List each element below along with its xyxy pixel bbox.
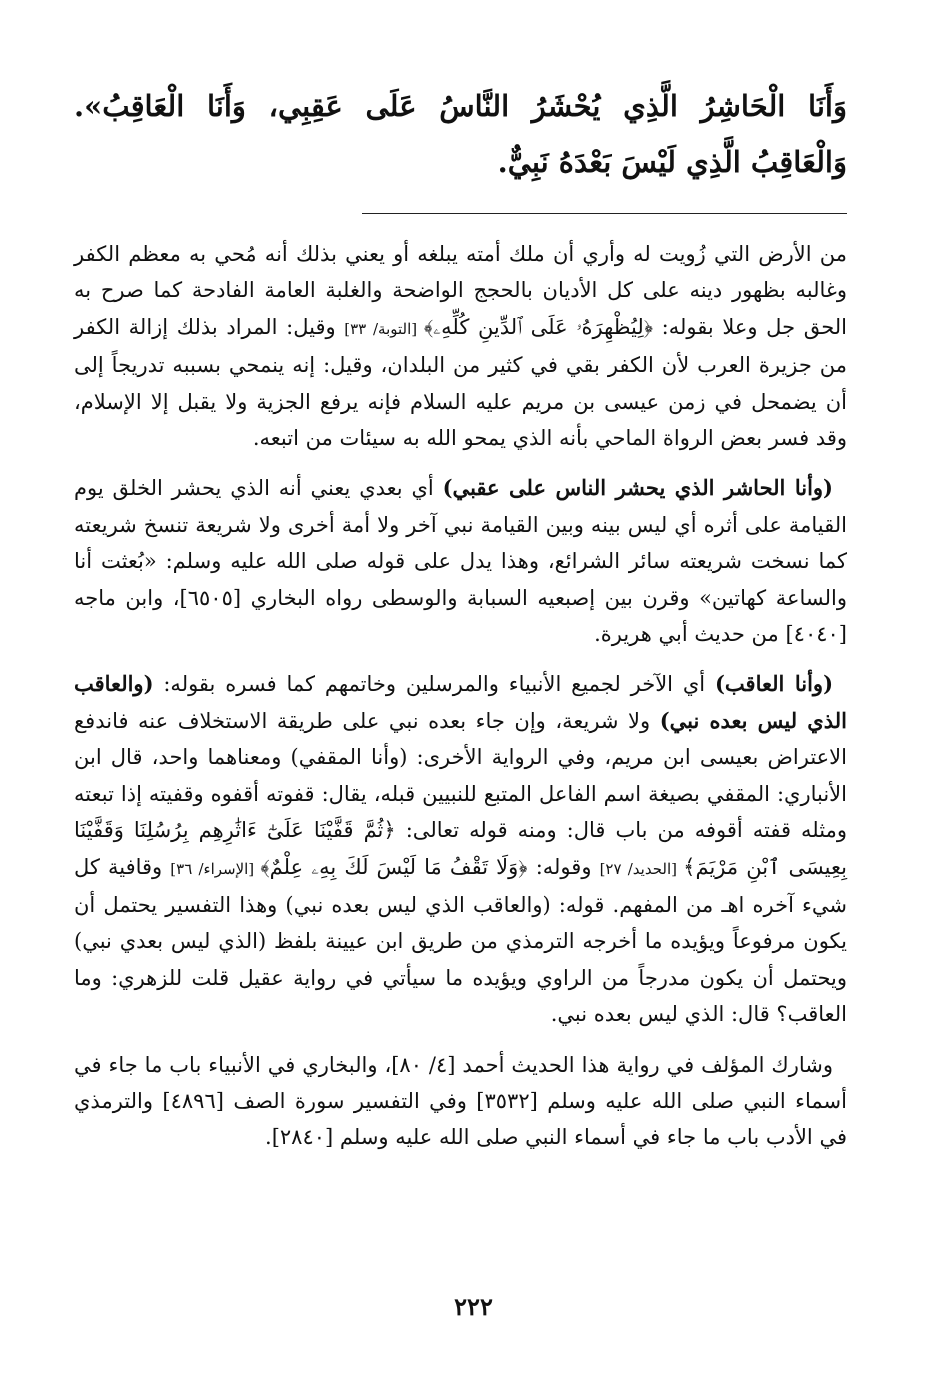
page-number: ٢٢٢ — [454, 1292, 493, 1321]
quran-reference: [الحديد/ ٢٧] — [599, 859, 684, 878]
hadith-sentence-2: وَالْعَاقِبُ الَّذِي لَيْسَ بَعْدَهُ نَبِيٌّ. — [497, 145, 847, 179]
quran-verse: ﴿لِيُظْهِرَهُۥ عَلَى ٱلدِّينِ كُلِّهِۦ﴾ — [423, 314, 654, 339]
hadith-quote: (والعاقب الذي ليس بعده نبي) — [74, 671, 847, 733]
footnote-divider — [362, 213, 847, 214]
quran-reference: [الإسراء/ ٣٦] — [170, 859, 261, 878]
commentary-paragraph-4: وشارك المؤلف في رواية هذا الحديث أحمد [٤/ ٨٠]، والبخاري في الأنبياء باب ما جاء في أسماء النبي صلى الله عليه وسلم [٣٥٣٢] وفي التفسير سورة الصف [٤٨٩٦] والترمذي في الأدب باب ما جاء في أسماء النبي صلى الله عليه وسلم [٢٨٤٠]. — [74, 1052, 847, 1150]
quran-reference: [التوبة/ ٣٣] — [344, 319, 424, 338]
hadith-quote: (وأنا الحاشر الذي يحشر الناس على عقبي) — [442, 475, 833, 501]
commentary-paragraph-1: من الأرض التي زُويت له وأري أن ملك أمته يبلغه أو يعني بذلك أنه مُحي به معظم الكفر وغالبه بظهور دينه على كل الأديان بالحجج الواضحة والغلبة العامة الفادحة كما صرح به الحق جل وعلا بقوله: ﴿لِيُظْهِرَهُۥ عَلَى ٱلدِّينِ كُلِّهِۦ﴾ [التوبة/ ٣٣] وقيل: المراد بذلك إزالة الكفر من جزيرة العرب لأن الكفر بقي في كثير من البلدان، وقيل: إنه ينمحي بسببه تدريجاً إلى أن يضمحل في زمن عيسى بن مريم عليه السلام فإنه يرفع الجزية ولا يقبل إلا الإسلام، وقد فسر بعض الرواة الماحي بأنه الذي يمحو الله به سيئات من اتبعه. — [74, 242, 847, 451]
commentary-section — [74, 236, 847, 1170]
hadith-sentence-1: وَأَنَا الْحَاشِرُ الَّذِي يُحْشَرُ النَّاسُ عَلَى عَقِبِي، وَأَنَا الْعَاقِبُ». — [74, 89, 847, 123]
commentary-paragraph-3: (وأنا العاقب) أي الآخر لجميع الأنبياء والمرسلين وخاتمهم كما فسره بقوله: (والعاقب الذي ليس بعده نبي) ولا شريعة، وإن جاء بعده نبي على طريقة الاستخلاف عنه فاندفع الاعتراض بعيسى ابن مريم، وفي الرواية الأخرى: (وأنا المقفي) ومعناهما واحد، قال ابن الأنباري: المقفي بصيغة اسم الفاعل المتبع للنبيين قبله، يقال: قفوته أقفوه وقفيته إذا تبعته ومثله قفته أقوفه من باب قال: ومنه قوله تعالى: ﴿ثُمَّ قَفَّيْنَا عَلَىٰٓ ءَاثَٰرِهِم بِرُسُلِنَا وَقَفَّيْنَا بِعِيسَى ٱبْنِ مَرْيَمَ﴾ [الحديد/ ٢٧] وقوله: ﴿وَلَا تَقْفُ مَا لَيْسَ لَكَ بِهِۦ عِلْمٌ﴾ [الإسراء/ ٣٦] وقافية كل شيء آخره اهـ من المفهم. قوله: (والعاقب الذي ليس بعده نبي) وهذا التفسير يحتمل أن يكون مرفوعاً ويؤيده ما أخرجه الترمذي من طريق ابن عيينة بلفظ (الذي ليس بعدي نبي) ويحتمل أن يكون مدرجاً من الراوي ويؤيده ما سيأتي في رواية عقيل قلت للزهري: وما العاقب؟ قال: الذي ليس بعده نبي. — [74, 671, 847, 1027]
quran-verse: ﴿وَلَا تَقْفُ مَا لَيْسَ لَكَ بِهِۦ عِلْمٌ﴾ — [260, 854, 528, 879]
quran-verse: ﴿ثُمَّ قَفَّيْنَا عَلَىٰٓ ءَاثَٰرِهِم بِرُسُلِنَا وَقَفَّيْنَا بِعِيسَى ٱبْنِ مَرْيَمَ﴾ — [74, 818, 847, 879]
hadith-text — [74, 78, 847, 190]
commentary-paragraph-2: (وأنا الحاشر الذي يحشر الناس على عقبي) أي بعدي يعني أنه الذي يحشر الخلق يوم القيامة على أثره أي ليس بينه وبين القيامة نبي آخر ولا أمة أخرى ولا شريعة تنسخ شريعته كما نسخت شريعته سائر الشرائع، وهذا يدل على قوله صلى الله عليه وسلم: «بُعثت أنا والساعة كهاتين» وقرن بين إصبعيه السبابة والوسطى رواه البخاري [٦٥٠٥]، وابن ماجه [٤٠٤٠] من حديث أبي هريرة. — [74, 475, 847, 647]
hadith-quote: (وأنا العاقب) — [715, 671, 834, 697]
